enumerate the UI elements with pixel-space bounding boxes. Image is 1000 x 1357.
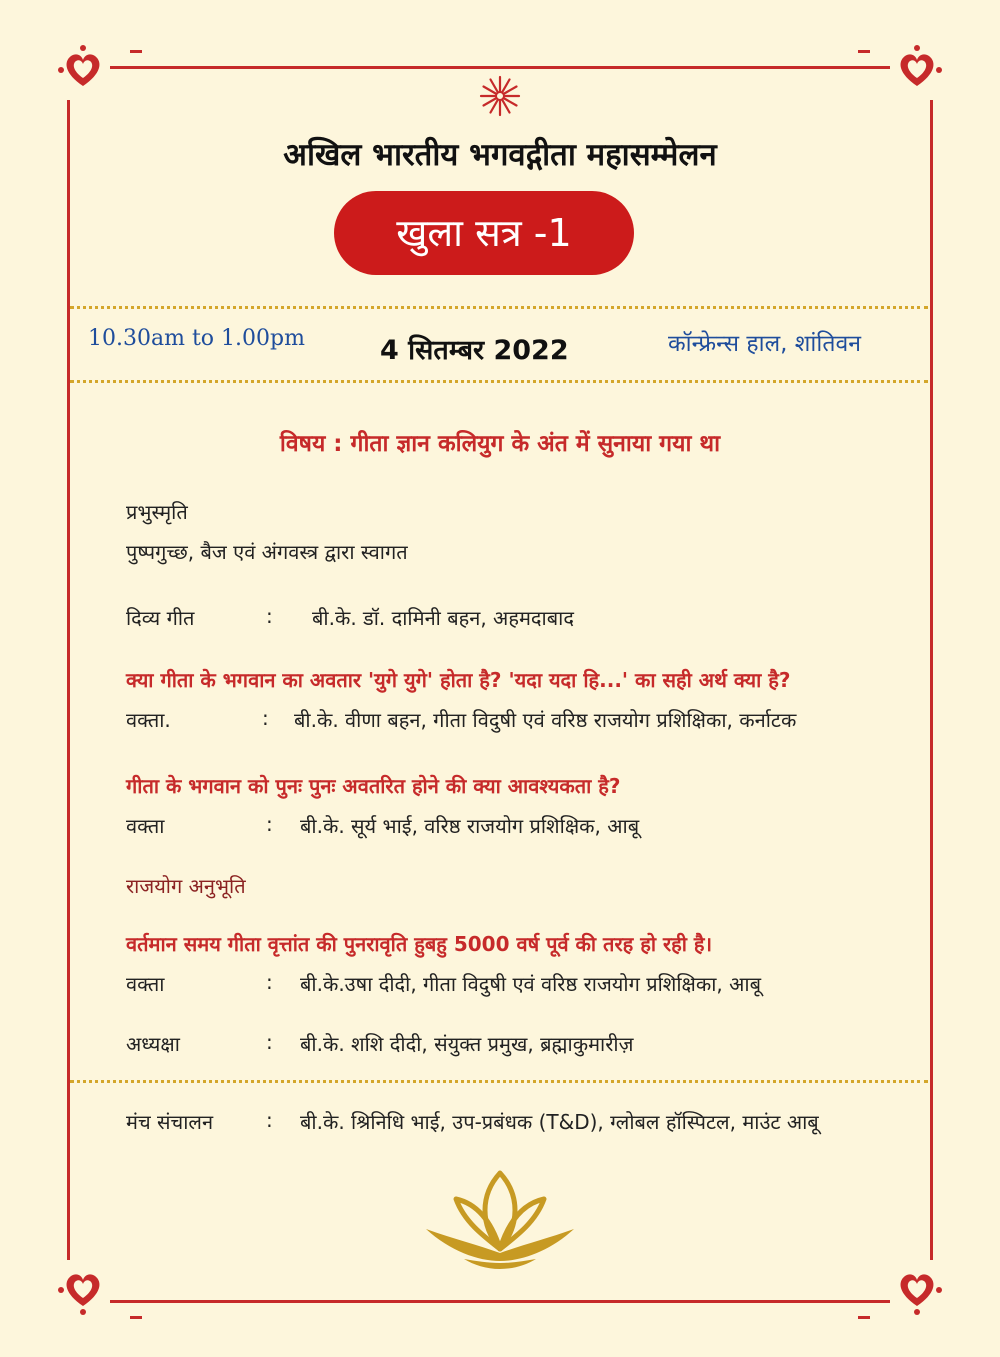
frame-top-line xyxy=(110,66,890,69)
lotus-emblem-icon xyxy=(420,1165,580,1275)
question-1: क्या गीता के भगवान का अवतार 'युगे युगे' होता है? 'यदा यदा हि...' का सही अर्थ क्या है? xyxy=(126,668,791,692)
colon: : xyxy=(266,604,273,628)
chair-value: बी.के. शशि दीदी, संयुक्त प्रमुख, ब्रह्माकुमारीज़ xyxy=(300,1032,634,1056)
session-badge: खुला सत्र -1 xyxy=(334,191,634,275)
speaker-label: वक्ता xyxy=(126,814,165,838)
frame-dash-top-right xyxy=(858,50,870,53)
event-date: 4 सितम्बर 2022 xyxy=(380,335,569,366)
program-item: पुष्पगुच्छ, बैज एवं अंगवस्त्र द्वारा स्वागत xyxy=(126,540,408,564)
divider xyxy=(70,1080,928,1083)
speaker-label: वक्ता. xyxy=(126,708,171,732)
divider xyxy=(70,306,928,309)
event-time: 10.30am to 1.00pm xyxy=(88,326,305,351)
speaker-value: बी.के. सूर्य भाई, वरिष्ठ राजयोग प्रशिक्षिक, आबू xyxy=(300,814,640,838)
song-label: दिव्य गीत xyxy=(126,606,195,630)
frame-right-line xyxy=(930,100,933,1260)
frame-dash-top-left xyxy=(130,50,142,53)
frame-bottom-line xyxy=(110,1300,890,1303)
program-item: प्रभुस्मृति xyxy=(126,500,188,524)
experience-heading: राजयोग अनुभूति xyxy=(126,874,246,898)
corner-heart-icon xyxy=(889,1262,945,1318)
page-title: अखिल भारतीय भगवद्गीता महासम्मेलन xyxy=(283,137,717,173)
frame-left-line xyxy=(67,100,70,1260)
question-3: वर्तमान समय गीता वृत्तांत की पुनरावृति हुबहु 5000 वर्ष पूर्व की तरह हो रही है। xyxy=(126,932,713,956)
subject-heading: विषय : गीता ज्ञान कलियुग के अंत में सुनाया गया था xyxy=(279,431,721,457)
colon: : xyxy=(266,1030,273,1054)
song-value: बी.के. डॉ. दामिनी बहन, अहमदाबाद xyxy=(312,606,574,630)
anchor-label: मंच संचालन xyxy=(126,1110,214,1134)
anchor-value: बी.के. श्रिनिधि भाई, उप-प्रबंधक (T&D), ग्लोबल हॉस्पिटल, माउंट आबू xyxy=(300,1110,819,1134)
corner-heart-icon xyxy=(889,42,945,98)
speaker-value: बी.के. वीणा बहन, गीता विदुषी एवं वरिष्ठ राजयोग प्रशिक्षिका, कर्नाटक xyxy=(294,708,797,732)
frame-dash-bottom-right xyxy=(858,1316,870,1319)
corner-heart-icon xyxy=(55,1262,111,1318)
corner-heart-icon xyxy=(55,42,111,98)
colon: : xyxy=(266,970,273,994)
chair-label: अध्यक्षा xyxy=(126,1032,180,1056)
question-2: गीता के भगवान को पुनः पुनः अवतरित होने की क्या आवश्यकता है? xyxy=(126,774,621,798)
event-venue: कॉन्फ्रेन्स हाल, शांतिवन xyxy=(668,331,862,357)
colon: : xyxy=(266,1108,273,1132)
speaker-value: बी.के.उषा दीदी, गीता विदुषी एवं वरिष्ठ राजयोग प्रशिक्षिका, आबू xyxy=(300,972,761,996)
colon: : xyxy=(266,812,273,836)
speaker-label: वक्ता xyxy=(126,972,165,996)
frame-dash-bottom-left xyxy=(130,1316,142,1319)
divider xyxy=(70,380,928,383)
colon: : xyxy=(262,706,269,730)
sun-emblem-icon xyxy=(478,74,522,118)
